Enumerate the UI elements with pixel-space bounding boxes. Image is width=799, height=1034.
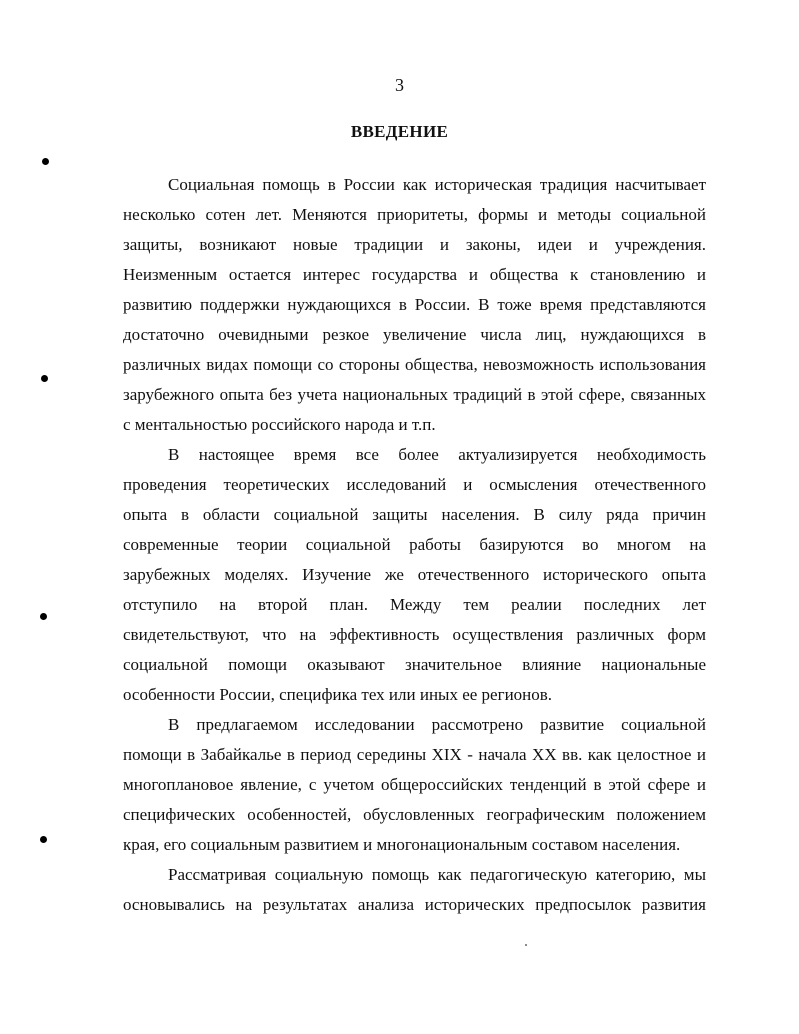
text-line: несколько сотен лет. Меняются приоритеты, формы и методы социальной (123, 205, 706, 224)
text-line: многоплановое явление, с учетом общероссийских тенденций в этой сфере и (123, 775, 706, 794)
text-line: В предлагаемом исследовании рассмотрено развитие социальной (168, 715, 706, 734)
page-number: 3 (395, 75, 404, 95)
text-line: достаточно очевидными резкое увеличение числа лиц, нуждающихся в (123, 325, 706, 344)
paragraph-3 (123, 710, 706, 860)
paragraph-2 (123, 440, 706, 710)
margin-dot-3 (40, 613, 47, 620)
text-line: Рассматривая социальную помощь как педагогическую категорию, мы (168, 865, 706, 884)
main-text (123, 170, 706, 920)
text-line: специфических особенностей, обусловленных географическим положением (123, 805, 706, 824)
margin-dot-1 (42, 158, 49, 165)
text-line: помощи в Забайкалье в период середины XIX - начала XX вв. как целостное и (123, 745, 706, 764)
text-line: развитию поддержки нуждающихся в России. В тоже время представляются (123, 295, 706, 314)
text-line: особенности России, специфика тех или иных ее регионов. (123, 685, 553, 704)
text-line: основывались на результатах анализа исторических предпосылок развития (123, 895, 706, 914)
text-line: свидетельствуют, что на эффективность осуществления различных форм (123, 625, 706, 644)
text-line: края, его социальным развитием и многонациональным составом населения. (123, 835, 681, 854)
text-line: защиты, возникают новые традиции и законы, идеи и учреждения. (123, 235, 706, 254)
text-line: современные теории социальной работы базируются во многом на (123, 535, 706, 554)
paragraph-1 (123, 170, 706, 440)
text-line: различных видах помощи со стороны общества, невозможность использования (123, 355, 706, 374)
paragraph-4 (123, 860, 706, 920)
text-line: В настоящее время все более актуализируется необходимость (168, 445, 706, 464)
scan-speck (525, 944, 527, 946)
text-line: Социальная помощь в России как историческая традиция насчитывает (168, 175, 706, 194)
text-line: опыта в области социальной защиты населения. В силу ряда причин (123, 505, 706, 524)
text-line: Неизменным остается интерес государства и общества к становлению и (123, 265, 706, 284)
page-title: ВВЕДЕНИЕ (350, 122, 449, 141)
margin-dot-2 (41, 375, 48, 382)
text-line: с ментальностью российского народа и т.п. (123, 415, 436, 434)
margin-dot-4 (40, 836, 47, 843)
text-line: зарубежных моделях. Изучение же отечественного исторического опыта (123, 565, 706, 584)
text-line: зарубежного опыта без учета национальных традиций в этой сфере, связанных (123, 385, 706, 404)
text-line: отступило на второй план. Между тем реалии последних лет (123, 595, 706, 614)
text-line: социальной помощи оказывают значительное влияние национальные (123, 655, 706, 674)
text-line: проведения теоретических исследований и осмысления отечественного (123, 475, 706, 494)
